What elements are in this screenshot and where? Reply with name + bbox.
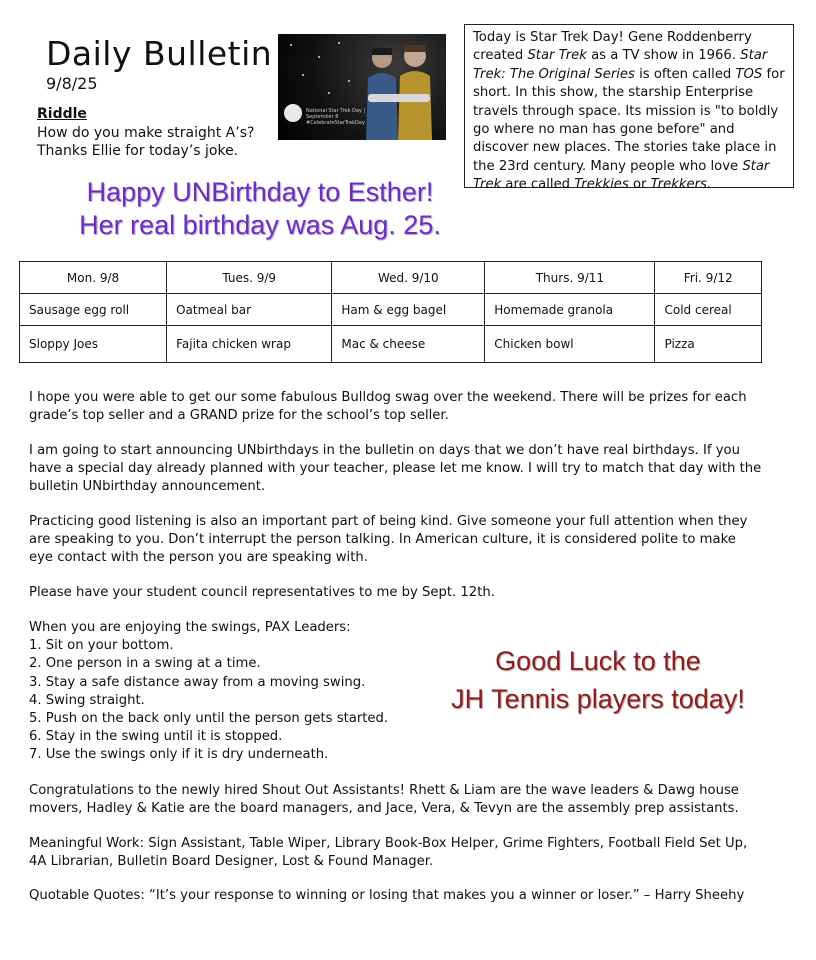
riddle-credit: Thanks Ellie for today’s joke. — [37, 143, 239, 159]
star-trek-photo — [278, 34, 446, 140]
bulletin-date: 9/8/25 — [46, 74, 98, 93]
riddle-text — [37, 124, 267, 160]
menu-cell: Chicken bowl — [485, 326, 655, 363]
shout-out-paragraph: Congratulations to the newly hired Shout Out Assistants! Rhett & Liam are the wave leaders & Dawg house movers, Hadley & Katie are the board managers, and Jace, Vera, & Tevyn are the assembly prep assistants. — [29, 783, 739, 817]
trek-text: are called — [501, 177, 575, 193]
menu-cell: Pizza — [655, 326, 762, 363]
menu-cell: Mac & cheese — [332, 326, 485, 363]
menu-breakfast-row — [20, 294, 762, 326]
trek-em: Trekkies — [574, 177, 629, 193]
swing-rule: 7. Use the swings only if it is dry underneath. — [29, 747, 329, 763]
menu-day: Wed. 9/10 — [332, 262, 485, 294]
swing-rule: 6. Stay in the swing until it is stopped. — [29, 729, 283, 745]
menu-cell: Sausage egg roll — [20, 294, 167, 326]
trek-text: as a TV show in 1966. — [586, 48, 741, 64]
trek-text: . — [706, 177, 712, 193]
lunch-menu-table — [19, 261, 762, 363]
menu-day: Thurs. 9/11 — [485, 262, 655, 294]
swing-rule: 1. Sit on your bottom. — [29, 638, 174, 654]
photo-caption: National Star Trek Day | September 8 #CelebrateStarTrekDay — [306, 108, 366, 126]
riddle-heading: Riddle — [37, 106, 87, 122]
quote-paragraph: Quotable Quotes: “It’s your response to winning or losing that makes you a winner or loser.” – Harry Sheehy — [29, 888, 745, 903]
swing-rules — [29, 619, 429, 765]
menu-cell: Cold cereal — [655, 294, 762, 326]
star-trek-day-logo-icon — [284, 104, 302, 122]
menu-cell: Ham & egg bagel — [332, 294, 485, 326]
swing-rule: 2. One person in a swing at a time. — [29, 656, 261, 672]
council-paragraph: Please have your student council representatives to me by Sept. 12th. — [29, 585, 495, 600]
menu-cell: Fajita chicken wrap — [167, 326, 332, 363]
trek-text: is often called — [634, 66, 736, 82]
menu-day: Mon. 9/8 — [20, 262, 167, 294]
trek-em: Trekkers — [650, 177, 707, 193]
menu-cell: Homemade granola — [485, 294, 655, 326]
phaser-icon — [368, 94, 430, 102]
trek-em: Star Trek — [527, 48, 587, 64]
unbirthday-line2: Her real birthday was Aug. 25. — [79, 210, 441, 240]
menu-day: Tues. 9/9 — [167, 262, 332, 294]
tennis-banner — [425, 642, 771, 718]
meaningful-work-paragraph: Meaningful Work: Sign Assistant, Table Wiper, Library Book-Box Helper, Grime Fighters, Football Field Set Up, 4A Librarian, Bulletin Board Designer, Lost & Found Manager. — [29, 836, 748, 870]
trek-em: TOS — [735, 66, 763, 82]
unbirthday-paragraph: I am going to start announcing UNbirthdays in the bulletin on days that we don’t have real birthdays. If you have a special day already planned with your teacher, please let me know. I will try to match that day with the bulletin UNbirthday announcement. — [29, 443, 762, 495]
menu-day: Fri. 9/12 — [655, 262, 762, 294]
listening-paragraph: Practicing good listening is also an important part of being kind. Give someone your full attention when they are speaking to you. Don’t interrupt the person talking. In American culture, it is considered polite to make eye contact with the person you are speaking with. — [29, 514, 748, 566]
trek-em: Star Trek: The Original Series — [473, 48, 768, 82]
kirk-figure-icon — [396, 40, 434, 140]
swing-intro: When you are enjoying the swings, PAX Leaders: — [29, 620, 351, 635]
menu-lunch-row — [20, 326, 762, 363]
bulletin-title: Daily Bulletin — [46, 34, 273, 73]
swing-rule: 3. Stay a safe distance away from a moving swing. — [29, 674, 366, 690]
unbirthday-line1: Happy UNBirthday to Esther! — [86, 177, 434, 207]
riddle-question: How do you make straight A’s? — [37, 125, 255, 141]
tennis-line1: Good Luck to the — [495, 646, 701, 676]
trek-text: Today is Star Trek Day! Gene Roddenberry created — [473, 30, 752, 64]
trek-em: Star Trek — [473, 158, 770, 193]
menu-header-row — [20, 262, 762, 294]
menu-cell: Sloppy Joes — [20, 326, 167, 363]
swing-rule: 5. Push on the back only until the person gets started. — [29, 711, 389, 727]
swing-rule: 4. Swing straight. — [29, 692, 145, 708]
swag-paragraph: I hope you were able to get our some fabulous Bulldog swag over the weekend. There will be prizes for each grade’s top seller and a GRAND prize for the school’s top seller. — [29, 390, 747, 424]
menu-cell: Oatmeal bar — [167, 294, 332, 326]
trek-text: for short. In this show, the starship Enterprise travels through space. Its mission is "to boldly go where no man has gone before" and discover new places. The stories take place in the 23rd century. Many people who love — [473, 66, 785, 174]
unbirthday-banner — [40, 176, 480, 242]
star-trek-info-box — [464, 24, 794, 193]
trek-text: or — [628, 177, 651, 193]
tennis-line2: JH Tennis players today! — [451, 684, 745, 714]
